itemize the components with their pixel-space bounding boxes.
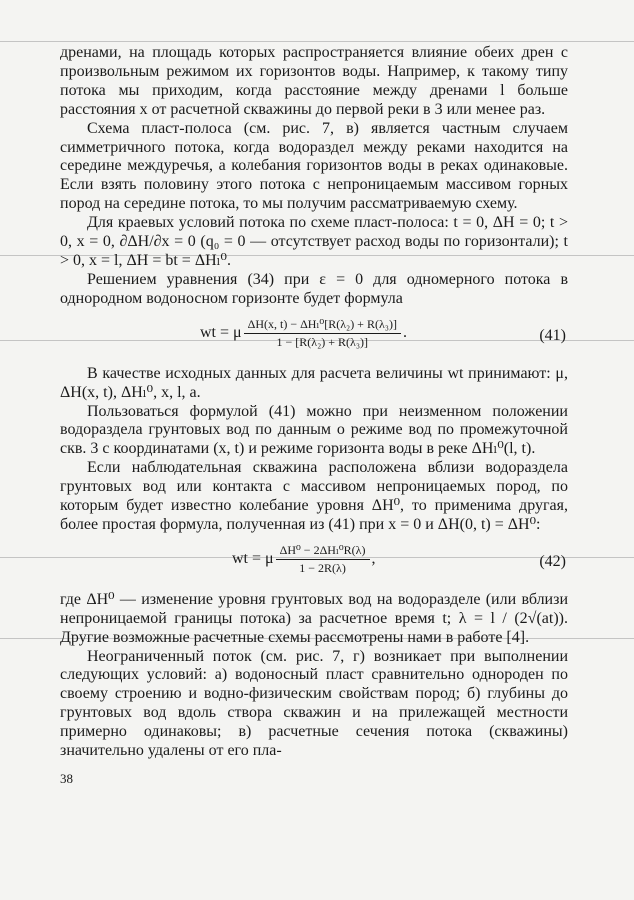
eq42-lhs: wt = μ	[232, 550, 274, 568]
equation-42	[60, 539, 568, 589]
eq42-numerator: ΔH⁰ − 2ΔHₗ⁰R(λ)	[276, 543, 370, 560]
paragraph-7: Если наблюдательная скважина расположена вблизи водораздела грунтовых вод или контакта с массивом непроницаемых пород, по которым будет известно колебание уровня ΔH⁰, то применима другая, более простая формула, полученная из (41) при x = 0 и ΔH(0, t) = ΔH⁰:	[60, 459, 568, 533]
eq42-comma: ,	[371, 550, 376, 568]
paragraph-5: В качестве исходных данных для расчета величины wt принимают: μ, ΔH(x, t), ΔHₗ⁰, x, l, a.	[60, 364, 568, 401]
equation-number-42: (42)	[539, 552, 566, 570]
paragraph-1: дренами, на площадь которых распространяется влияние обеих дрен с произвольным режимом их горизонтов воды. Например, к такому типу потока мы приходим, когда расстояние между дренами l больше расстояния x от расчетной скважины до первой реки в 3 или менее раз.	[60, 44, 568, 118]
eq41-fraction	[244, 317, 401, 350]
book-page	[60, 44, 568, 787]
paragraph-6: Пользоваться формулой (41) можно при неизменном положении водораздела грунтовых вод по данным о режиме вод по промежуточной скв. 3 с координатами (x, t) и режиме горизонта воды в реке ΔHₗ⁰(l, t).	[60, 402, 568, 458]
eq41-numerator: ΔH(x, t) − ΔHₗ⁰[R(λ₂) + R(λ₃)]	[244, 317, 401, 334]
page-number: 38	[60, 771, 73, 786]
eq42-fraction	[276, 543, 370, 576]
eq41-lhs: wt = μ	[200, 324, 242, 342]
equation-41	[60, 313, 568, 363]
paragraph-9: Неограниченный поток (см. рис. 7, г) возникает при выполнении следующих условий: а) водоносный пласт сравнительно однороден по своему строению и водно-физическим свойствам пород; б) глубины до грунтовых вод вдоль створа скважин и на прилежащей местности примерно одинаковы; в) расчетные сечения потока (скважины) значительно удалены от его пла-	[60, 647, 568, 760]
paragraph-3: Для краевых условий потока по схеме пласт-полоса: t = 0, ΔH = 0; t > 0, x = 0, ∂ΔH/∂x = 0 (q₀ = 0 — отсутствует расход воды по горизонтали); t > 0, x = l, ΔH = bt = ΔHₗ⁰.	[60, 214, 568, 269]
eq41-period: .	[402, 324, 407, 342]
eq42-denominator: 1 − 2R(λ)	[299, 560, 346, 575]
scan-line	[0, 41, 634, 42]
eq41-denominator: 1 − [R(λ₂) + R(λ₃)]	[276, 334, 369, 349]
paragraph-4: Решением уравнения (34) при ε = 0 для одномерного потока в однородном водоносном горизонте будет формула	[60, 270, 568, 307]
paragraph-8: где ΔH⁰ — изменение уровня грунтовых вод на водоразделе (или вблизи непроницаемой границы потока) за расчетное время t; λ = l / (2√(at)). Другие возможные расчетные схемы рассмотрены нами в работе [4].	[60, 590, 568, 646]
equation-number-41: (41)	[539, 326, 566, 344]
paragraph-2: Схема пласт-полоса (см. рис. 7, в) является частным случаем симметричного потока, когда водораздел между реками находится на середине междуречья, а колебания горизонтов воды в реках одинаковые. Если взять половину этого потока с непроницаемым массивом горных пород на середине потока, то мы получим рассматриваемую схему.	[60, 119, 568, 213]
